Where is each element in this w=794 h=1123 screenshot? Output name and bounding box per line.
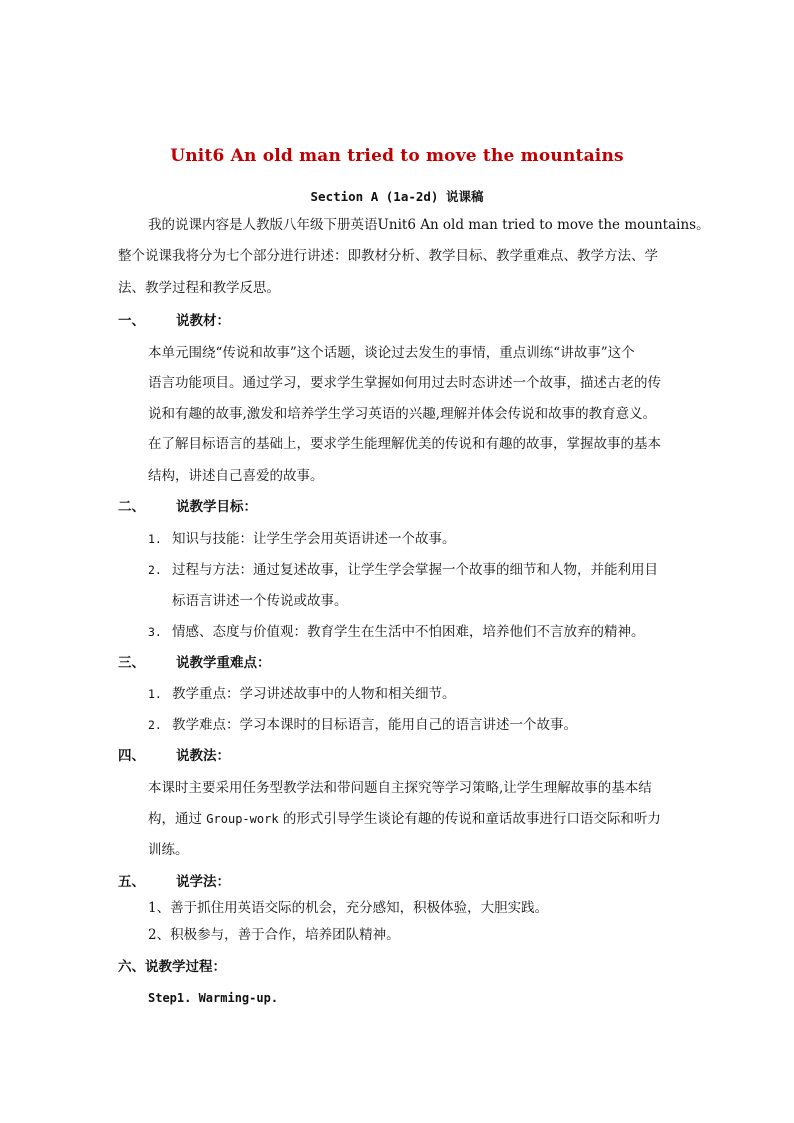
s2-item-2-continuation: 标语言讲述一个传说或故事。	[172, 593, 348, 609]
s3-item-2-number: 2.	[148, 718, 162, 732]
s1-line-3: 说和有趣的故事,激发和培养学生学习英语的兴趣,理解并体会传说和故事的教育意义。	[148, 406, 657, 422]
s4-line-2-b: Group-work	[206, 812, 279, 826]
section-5-number: 五、	[118, 874, 145, 890]
s2-item-2-number: 2.	[148, 563, 162, 577]
s1-line-4: 在了解目标语言的基础上，要求学生能理解优美的传说和有趣的故事，掌握故事的基本	[148, 436, 661, 452]
s2-item-2-text: 过程与方法：通过复述故事，让学生学会掌握一个故事的细节和人物，并能利用目	[172, 562, 658, 578]
intro-line-2: 整个说课我将分为七个部分进行讲述：即教材分析、教学目标、教学重难点、教学方法、学	[118, 248, 658, 264]
section-1-number: 一、	[118, 313, 145, 329]
document-title: Unit6 An old man tried to move the mountains	[170, 146, 624, 166]
section-5-heading: 说学法：	[176, 874, 230, 890]
s1-line-5: 结构，讲述自己喜爱的故事。	[148, 468, 324, 484]
step-1-heading: Step1. Warming-up.	[148, 991, 279, 1005]
s3-item-1-text: 教学重点：学习讲述故事中的人物和相关细节。	[172, 686, 456, 702]
s1-line-1: 本单元围绕“传说和故事”这个话题，谈论过去发生的事情，重点训练“讲故事”这个	[148, 345, 635, 361]
section-4-number: 四、	[118, 748, 145, 764]
s2-item-3-number: 3.	[148, 625, 162, 639]
s4-line-2-c: 的形式引导学生谈论有趣的传说和童话故事进行口语交际和听力	[278, 811, 661, 827]
document-subtitle: Section A (1a-2d) 说课稿	[310, 189, 484, 204]
section-3-heading: 说教学重难点：	[176, 655, 271, 671]
s4-line-1: 本课时主要采用任务型教学法和带问题自主探究等学习策略,让学生理解故事的基本结	[148, 780, 652, 796]
section-4-heading: 说教法：	[176, 748, 230, 764]
section-6-heading: 六、说教学过程：	[118, 959, 226, 975]
s4-line-3: 训练。	[148, 842, 189, 858]
s2-item-1-text: 知识与技能：让学生学会用英语讲述一个故事。	[172, 531, 456, 547]
s2-item-1-number: 1.	[148, 532, 162, 546]
s2-item-3-text: 情感、态度与价值观：教育学生在生活中不怕困难，培养他们不言放弃的精神。	[172, 624, 645, 640]
section-1-heading: 说教材：	[176, 313, 230, 329]
intro-line-3: 法、教学过程和教学反思。	[118, 280, 280, 296]
s3-item-1-number: 1.	[148, 687, 162, 701]
s5-line-1: 1、善于抓住用英语交际的机会，充分感知，积极体验，大胆实践。	[148, 900, 549, 916]
intro-line-1: 我的说课内容是人教版八年级下册英语Unit6 An old man tried to move the mountains。	[148, 217, 710, 233]
s1-line-2: 语言功能项目。通过学习，要求学生掌握如何用过去时态讲述一个故事，描述古老的传	[148, 375, 661, 391]
s4-line-2	[148, 809, 661, 829]
section-2-heading: 说教学目标：	[176, 499, 257, 515]
section-3-number: 三、	[118, 655, 145, 671]
s3-item-2-text: 教学难点：学习本课时的目标语言，能用自己的语言讲述一个故事。	[172, 717, 577, 733]
s5-line-2: 2、积极参与，善于合作，培养团队精神。	[148, 927, 400, 943]
s4-line-2-a: 构，通过	[148, 811, 207, 827]
section-2-number: 二、	[118, 499, 145, 515]
